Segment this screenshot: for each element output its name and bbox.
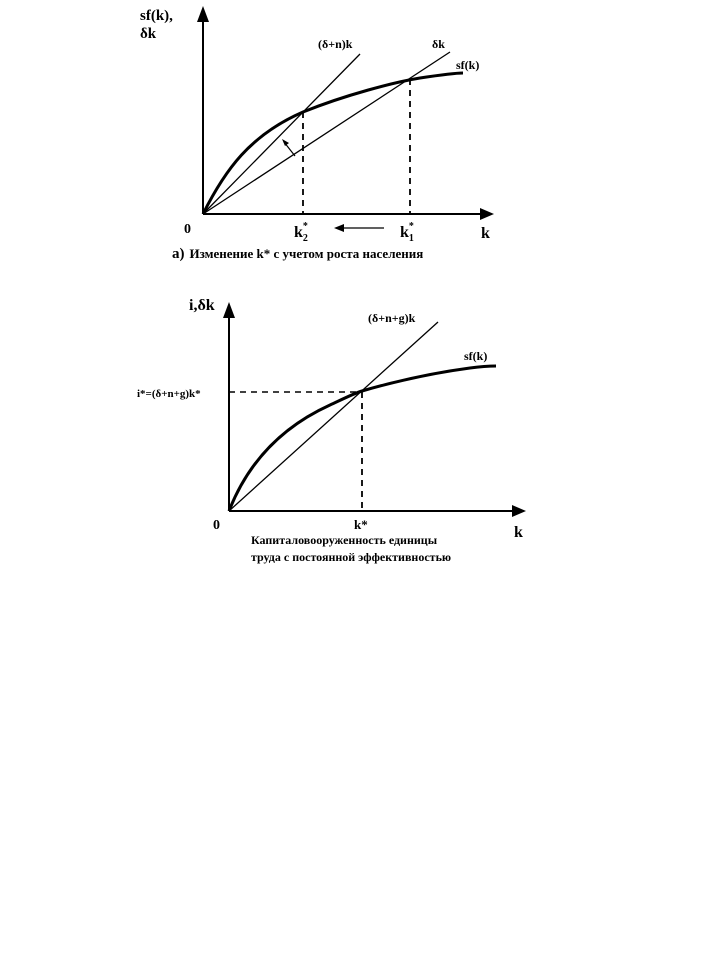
k-shift-arrow-head bbox=[334, 224, 344, 232]
label-sf-a: sf(k) bbox=[456, 58, 480, 72]
sf-curve-a bbox=[203, 73, 463, 214]
caption-b-line2: труда с постоянной эффективностью bbox=[251, 550, 452, 564]
diagram-a bbox=[140, 6, 494, 262]
y-label-a-line1: sf(k), bbox=[140, 8, 173, 24]
label-k1: $k_1*$ bbox=[400, 221, 414, 244]
x-axis-a-arrow bbox=[480, 208, 494, 220]
origin-b: 0 bbox=[213, 518, 220, 533]
line-delta-n-k bbox=[203, 54, 360, 214]
x-label-b: k bbox=[514, 524, 523, 541]
x-axis-b-arrow bbox=[512, 505, 526, 517]
y-axis-a-arrow bbox=[197, 6, 209, 22]
line-delta-n-g-k bbox=[229, 322, 438, 511]
y-label-a-line2: δk bbox=[140, 26, 157, 42]
label-kstar: k* bbox=[354, 517, 368, 532]
label-delta-k: δk bbox=[432, 37, 445, 51]
x-label-a: k bbox=[481, 225, 490, 242]
y-label-b: i,δk bbox=[189, 297, 215, 314]
origin-a: 0 bbox=[184, 222, 191, 237]
label-istar: i*=(δ+n+g)k* bbox=[137, 388, 201, 400]
line-delta-k bbox=[203, 52, 450, 214]
caption-b-line1: Капиталовооруженность единицы bbox=[251, 533, 438, 547]
label-k2: $k_2*$ bbox=[294, 221, 308, 244]
shift-arrow-small-head bbox=[282, 139, 289, 146]
diagram-b bbox=[137, 297, 526, 564]
y-axis-b-arrow bbox=[223, 302, 235, 318]
caption-a: а) Изменение k* с учетом роста населения bbox=[172, 246, 424, 262]
label-sf-b: sf(k) bbox=[464, 349, 488, 363]
label-delta-n-g-k: (δ+n+g)k bbox=[368, 311, 416, 325]
label-delta-n-k: (δ+n)k bbox=[318, 37, 353, 51]
